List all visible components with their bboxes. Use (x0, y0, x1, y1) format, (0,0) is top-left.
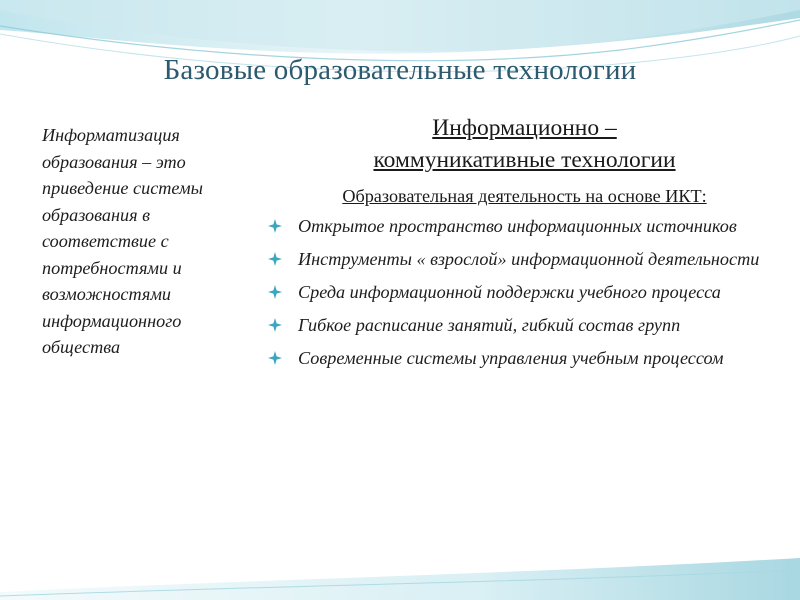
four-point-star-icon (268, 219, 282, 233)
ict-subtitle: Образовательная деятельность на основе ИКТ: (342, 186, 707, 206)
ict-title (262, 112, 787, 176)
list-item (262, 346, 787, 371)
list-item-text: Современные системы управления учебным процессом (298, 348, 724, 368)
list-item-text: Гибкое расписание занятий, гибкий состав групп (298, 315, 681, 335)
ict-title-line1: Информационно – (432, 115, 617, 141)
four-point-star-icon (268, 351, 282, 365)
bottom-wave-decoration (0, 540, 800, 600)
definition-text: Информатизация образования – это приведение системы образования в соответствие с потребностями и возможностями информационного общества (42, 125, 203, 357)
ict-section (262, 112, 787, 379)
list-item (262, 280, 787, 305)
four-point-star-icon (268, 285, 282, 299)
list-item-text: Среда информационной поддержки учебного процесса (298, 282, 721, 302)
list-item-text: Открытое пространство информационных источников (298, 216, 737, 236)
list-item (262, 247, 787, 272)
slide-title: Базовые образовательные технологии (163, 54, 637, 86)
list-item (262, 313, 787, 338)
list-item-text: Инструменты « взрослой» информационной деятельности (298, 249, 760, 269)
four-point-star-icon (268, 252, 282, 266)
ict-title-line2: коммуникативные технологии (373, 147, 676, 173)
four-point-star-icon (268, 318, 282, 332)
list-item (262, 214, 787, 239)
ict-list (262, 214, 787, 371)
